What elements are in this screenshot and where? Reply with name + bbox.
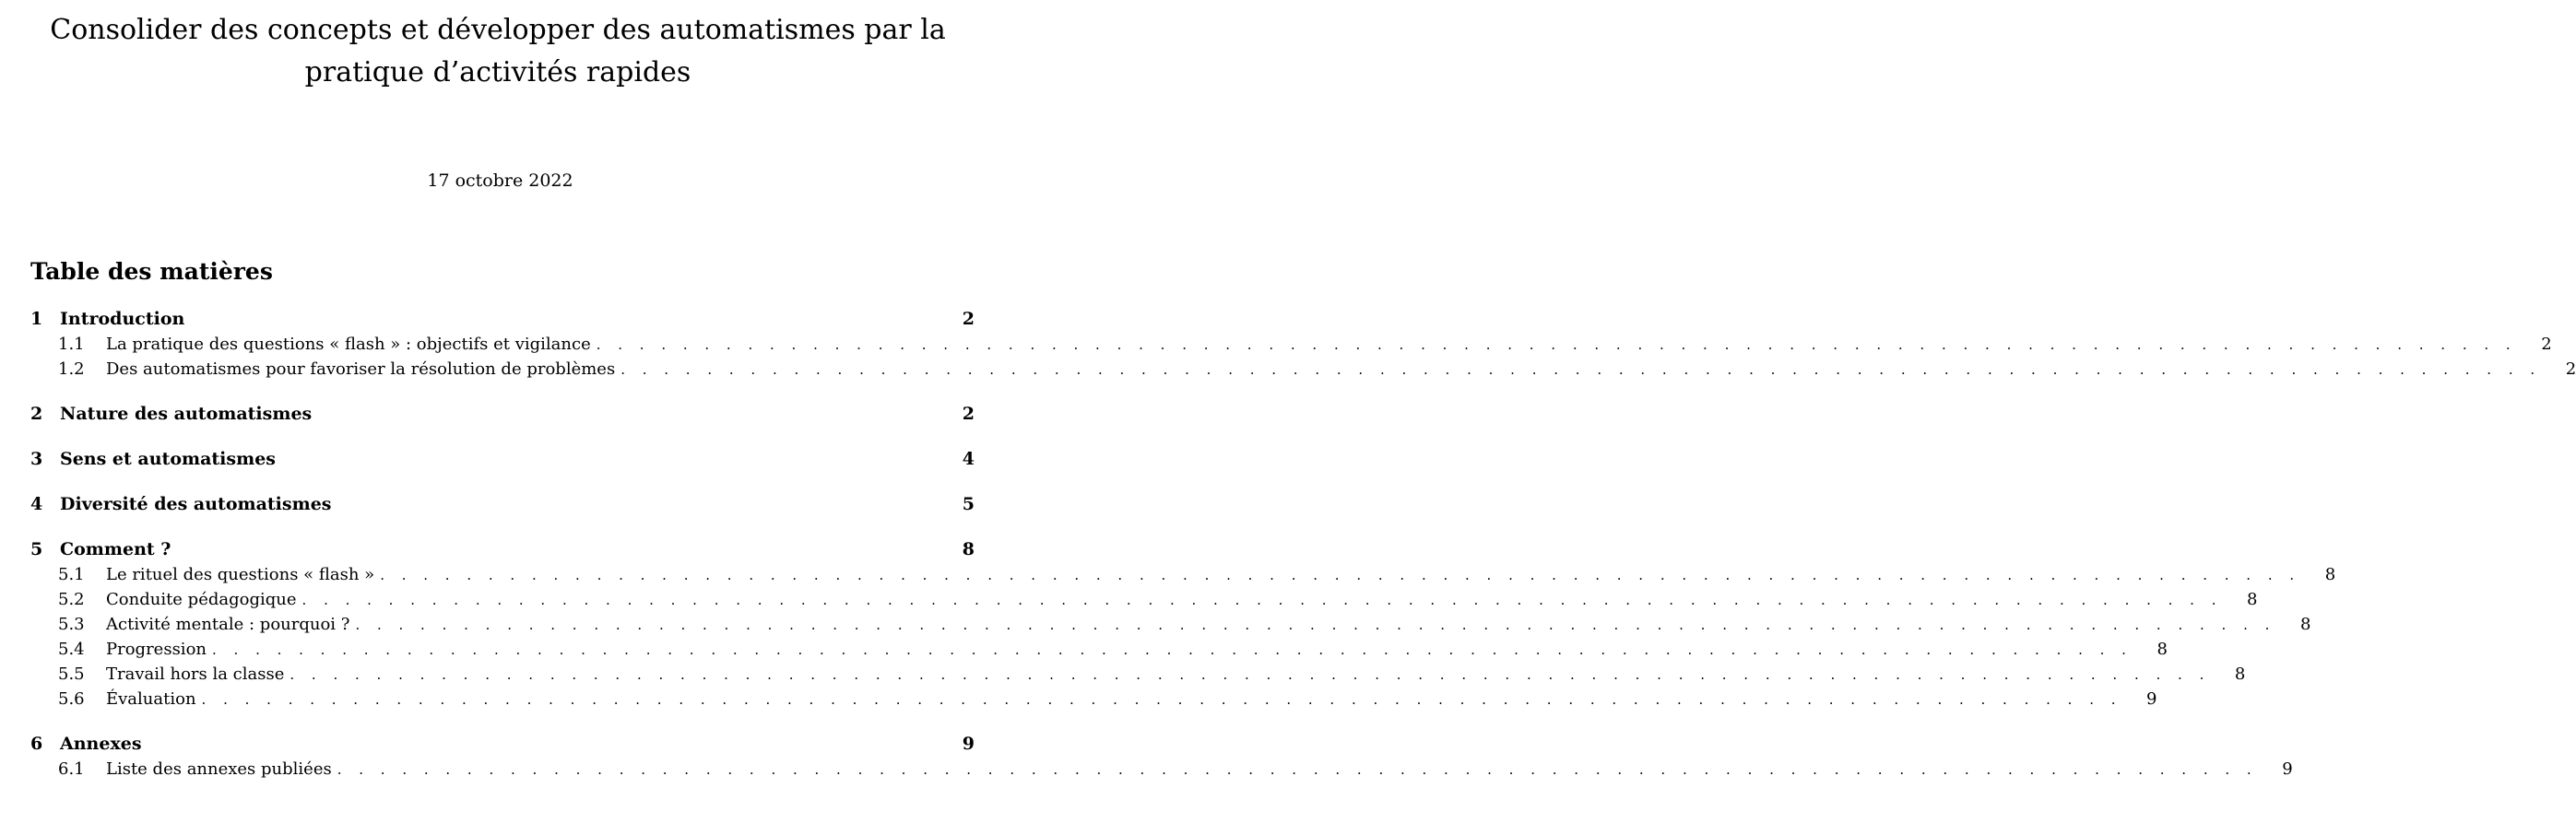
subsection-number: 6.1: [58, 759, 85, 779]
subsection-title: Progression: [106, 640, 207, 659]
subsection-page-number: 2: [2565, 359, 2576, 379]
subsection-title: Liste des annexes publiées: [106, 759, 332, 779]
toc-section: [30, 404, 975, 429]
toc-section: [30, 539, 2336, 714]
subsection-page-number: 2: [2541, 335, 2552, 354]
toc-section: [30, 309, 2576, 384]
section-title: Diversité des automatismes: [60, 494, 332, 514]
subsection-page-number: 9: [2146, 689, 2157, 709]
dot-leader: . . . . . . . . . . . . . . . . . . . . . . . . . . . . . . . . . . . . . . . . . . . . . . . . . . . . . . . . . . . . . . . . . . . . . . . . . . . . . . . . . . . . . . . . .: [337, 761, 2258, 778]
dot-leader: . . . . . . . . . . . . . . . . . . . . . . . . . . . . . . . . . . . . . . . . . . . . . . . . . . . . . . . . . . . . . . . . . . . . . . . . . . . . . . . . . . . . . . . . .: [355, 617, 2276, 633]
section-title: Sens et automatismes: [60, 449, 276, 469]
dot-leader: . . . . . . . . . . . . . . . . . . . . . . . . . . . . . . . . . . . . . . . . . . . . . . . . . . . . . . . . . . . . . . . . . . . . . . . . . . . . . . . . . . . . . . . . .: [596, 336, 2517, 353]
section-number: 1: [30, 309, 43, 329]
subsection-number: 1.1: [58, 335, 85, 354]
section-number: 2: [30, 404, 43, 424]
subsection-title: La pratique des questions « flash » : objectifs et vigilance: [106, 335, 591, 354]
subsection-page-number: 8: [2234, 664, 2246, 684]
toc-subsection-entry[interactable]: [30, 565, 2336, 590]
section-page-number: 2: [962, 309, 975, 329]
toc-subsection-entry[interactable]: [30, 664, 2246, 689]
document-date: 17 octobre 2022: [427, 171, 573, 191]
subsection-number: 5.3: [58, 615, 85, 634]
subsection-title: Le rituel des questions « flash »: [106, 565, 375, 584]
dot-leader: . . . . . . . . . . . . . . . . . . . . . . . . . . . . . . . . . . . . . . . . . . . . . . . . . . . . . . . . . . . . . . . . . . . . . . . . . . . . . . . . . . . . . . . . .: [380, 567, 2301, 583]
section-title: Introduction: [60, 309, 185, 329]
subsection-number: 5.2: [58, 590, 85, 609]
subsection-title: Évaluation: [106, 689, 196, 709]
title-line-2: pratique d’activités rapides: [304, 56, 691, 88]
toc-section: [30, 494, 975, 520]
subsection-title: Travail hors la classe: [106, 664, 285, 684]
toc-subsection-entry[interactable]: [30, 759, 2293, 784]
toc-section: [30, 734, 2293, 784]
subsection-number: 1.2: [58, 359, 85, 379]
toc-subsection-entry[interactable]: [30, 689, 2157, 714]
section-title: Nature des automatismes: [60, 404, 313, 424]
subsection-title: Activité mentale : pourquoi ?: [106, 615, 350, 634]
toc-section-entry[interactable]: [30, 734, 975, 759]
subsection-page-number: 8: [2157, 640, 2168, 659]
subsection-page-number: 8: [2299, 615, 2311, 634]
document-title: [37, 9, 959, 94]
section-page-number: 5: [962, 494, 975, 514]
title-line-1: Consolider des concepts et développer des automatismes par la: [50, 14, 946, 46]
subsection-number: 5.6: [58, 689, 85, 709]
dot-leader: . . . . . . . . . . . . . . . . . . . . . . . . . . . . . . . . . . . . . . . . . . . . . . . . . . . . . . . . . . . . . . . . . . . . . . . . . . . . . . . . . . . . . . . . .: [620, 361, 2542, 378]
dot-leader: . . . . . . . . . . . . . . . . . . . . . . . . . . . . . . . . . . . . . . . . . . . . . . . . . . . . . . . . . . . . . . . . . . . . . . . . . . . . . . . . . . . . . . . . .: [212, 641, 2133, 658]
subsection-number: 5.4: [58, 640, 85, 659]
section-page-number: 2: [962, 404, 975, 424]
section-page-number: 9: [962, 734, 975, 754]
toc-heading: Table des matières: [30, 258, 273, 285]
section-page-number: 4: [962, 449, 975, 469]
toc-subsection-entry[interactable]: [30, 335, 2552, 359]
toc-subsection-entry[interactable]: [30, 359, 2576, 384]
table-of-contents: [30, 309, 2576, 804]
subsection-number: 5.1: [58, 565, 85, 584]
section-title: Comment ?: [60, 539, 171, 559]
toc-subsection-entry[interactable]: [30, 590, 2258, 615]
section-number: 3: [30, 449, 43, 469]
dot-leader: . . . . . . . . . . . . . . . . . . . . . . . . . . . . . . . . . . . . . . . . . . . . . . . . . . . . . . . . . . . . . . . . . . . . . . . . . . . . . . . . . . . . . . . . .: [201, 691, 2122, 708]
toc-section-entry[interactable]: [30, 494, 975, 520]
toc-subsection-entry[interactable]: [30, 640, 2168, 664]
toc-section: [30, 449, 975, 475]
section-number: 5: [30, 539, 43, 559]
subsection-number: 5.5: [58, 664, 85, 684]
section-page-number: 8: [962, 539, 975, 559]
toc-section-entry[interactable]: [30, 539, 975, 565]
subsection-page-number: 8: [2247, 590, 2258, 609]
subsection-title: Conduite pédagogique: [106, 590, 297, 609]
section-number: 6: [30, 734, 43, 754]
toc-section-entry[interactable]: [30, 309, 975, 335]
section-title: Annexes: [60, 734, 142, 754]
section-number: 4: [30, 494, 43, 514]
subsection-page-number: 9: [2282, 759, 2293, 779]
subsection-page-number: 8: [2324, 565, 2336, 584]
toc-section-entry[interactable]: [30, 404, 975, 429]
toc-subsection-entry[interactable]: [30, 615, 2311, 640]
toc-section-entry[interactable]: [30, 449, 975, 475]
subsection-title: Des automatismes pour favoriser la résolution de problèmes: [106, 359, 616, 379]
dot-leader: . . . . . . . . . . . . . . . . . . . . . . . . . . . . . . . . . . . . . . . . . . . . . . . . . . . . . . . . . . . . . . . . . . . . . . . . . . . . . . . . . . . . . . . . .: [290, 666, 2211, 683]
dot-leader: . . . . . . . . . . . . . . . . . . . . . . . . . . . . . . . . . . . . . . . . . . . . . . . . . . . . . . . . . . . . . . . . . . . . . . . . . . . . . . . . . . . . . . . . .: [301, 592, 2223, 608]
